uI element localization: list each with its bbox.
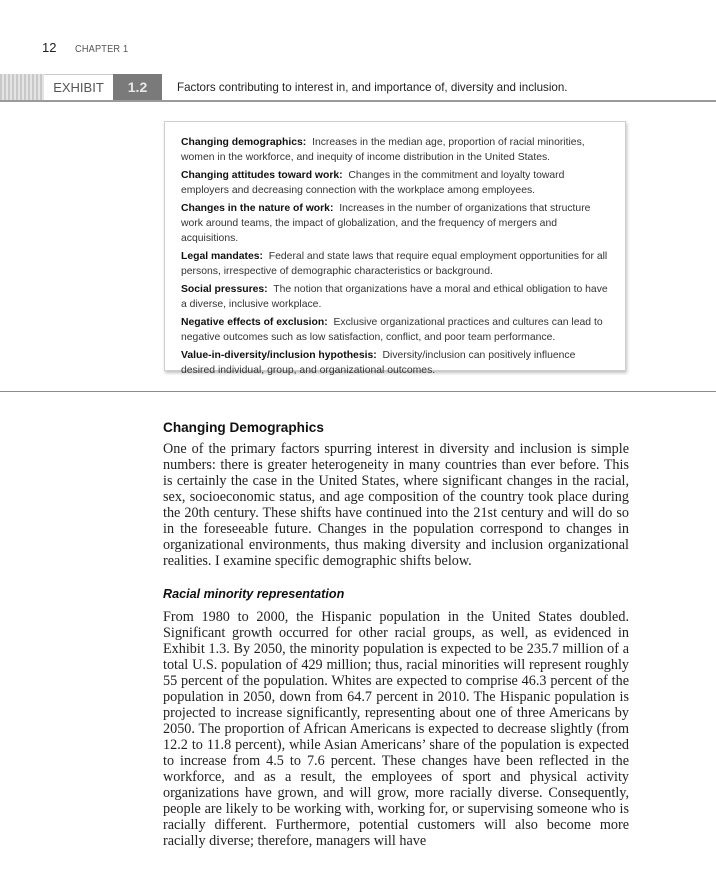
chapter-label: CHAPTER 1 — [75, 44, 129, 55]
exhibit-caption: Factors contributing to interest in, and importance of, diversity and inclusion. — [177, 81, 568, 94]
factor-item — [181, 249, 611, 279]
exhibit-number: 1.2 — [113, 74, 162, 100]
section-heading: Changing Demographics — [163, 420, 324, 435]
subsection-heading: Racial minority representation — [163, 587, 345, 601]
factor-description: Diversity/inclusion can positively influence desired individual, group, and organizational outcomes. — [181, 350, 576, 376]
exhibit-divider — [0, 100, 716, 102]
factor-description: Increases in the median age, proportion of racial minorities, women in the workforce, and inequity of income distribution in the United States. — [181, 137, 585, 163]
running-head — [42, 40, 133, 56]
factor-description: Exclusive organizational practices and cultures can lead to negative outcomes such as low satisfaction, conflict, and poor team performance. — [181, 317, 603, 343]
factor-description: The notion that organizations have a moral and ethical obligation to have a diverse, inclusive workplace. — [181, 284, 608, 310]
exhibit-header — [0, 74, 716, 102]
exhibit-stripe-decoration — [0, 74, 44, 100]
section-divider — [0, 391, 716, 392]
factor-item — [181, 315, 611, 345]
body-paragraph: One of the primary factors spurring interest in diversity and inclusion is simple numbers: there is greater heterogeneity in many countries than ever before. This is certainly the case in the United States, where significant changes in the racial, sex, socioeconomic status, and age composition of the country took place during the 20th century. These shifts have continued into the 21st century and will do so in the foreseeable future. Changes in the population correspond to changes in organizational environments, thus making diversity and inclusion organizational realities. I examine specific demographic shifts below. — [163, 441, 629, 569]
factor-term: Changing demographics: — [181, 137, 307, 148]
exhibit-factors-box — [164, 121, 626, 376]
factor-term: Changes in the nature of work: — [181, 203, 334, 214]
factor-item — [181, 135, 611, 165]
body-paragraph: From 1980 to 2000, the Hispanic population in the United States doubled. Significant growth occurred for other racial groups, as well, as evidenced in Exhibit 1.3. By 2050, the minority population is expected to be 235.7 million of a total U.S. population of 429 million; thus, racial minorities will represent roughly 55 percent of the population. Whites are expected to comprise 46.3 percent of the population in 2050, down from 64.7 percent in 2010. The Hispanic population is projected to increase significantly, representing about one of three Americans by 2050. The proportion of African Americans is expected to decrease slightly (from 12.2 to 11.8 percent), while Asian Americans’ share of the population is expected to increase from 4.5 to 7.6 percent. These changes have been reflected in the workforce, and as a result, the employees of sport and physical activity organizations have grown, and will grow, more racially diverse. Consequently, people are likely to be working with, working for, or supervising someone who is racially different. Furthermore, potential customers will also become more racially diverse; therefore, managers will have — [163, 609, 629, 849]
factor-term: Social pressures: — [181, 284, 268, 295]
page-number: 12 — [42, 40, 57, 55]
factor-term: Changing attitudes toward work: — [181, 170, 343, 181]
factor-description: Federal and state laws that require equal employment opportunities for all persons, irrespective of demographic characteristics or background. — [181, 251, 608, 277]
factor-term: Negative effects of exclusion: — [181, 317, 328, 328]
factor-term: Legal mandates: — [181, 251, 263, 262]
factor-item — [181, 201, 611, 246]
factor-term: Value-in-diversity/inclusion hypothesis: — [181, 350, 377, 361]
exhibit-label: EXHIBIT — [44, 74, 113, 100]
factor-description: Increases in the number of organizations that structure work around teams, the impact of globalization, and the frequency of mergers and acquisitions. — [181, 203, 591, 244]
factor-description: Changes in the commitment and loyalty toward employers and decreasing connection with the workplace among employees. — [181, 170, 565, 196]
factor-item — [181, 282, 611, 312]
factor-item — [181, 168, 611, 198]
factor-item — [181, 348, 611, 378]
